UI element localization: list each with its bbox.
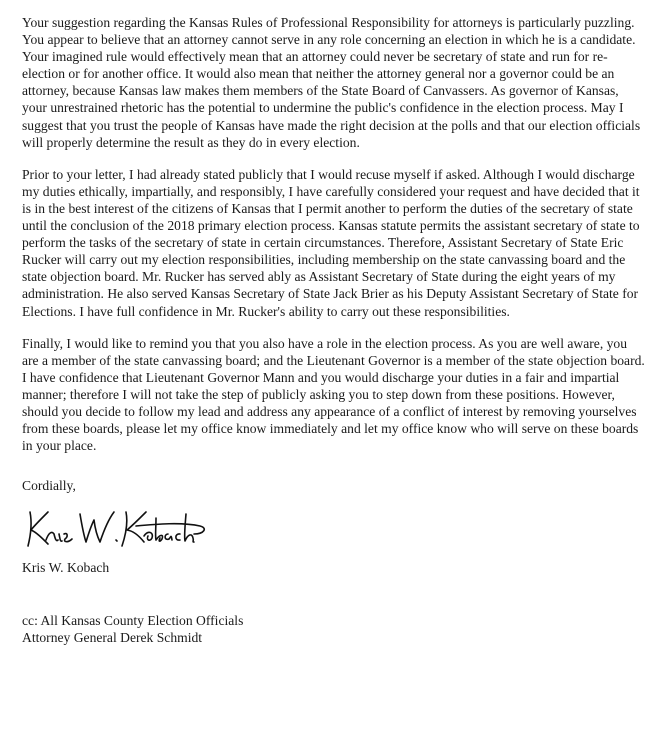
- closing-salutation: Cordially,: [22, 478, 76, 494]
- paragraph-recusal-decision: Prior to your letter, I had already stated publicly that I would recuse myself if asked. Although I would discharge my duties ethically, impartially, and responsibly, I have carefully considered your request and have decided that it is in the best interest of the citizens of Kansas that I permit another to perform the duties of the secretary of state until the conclusion of the 2018 primary election process. Kansas statute permits the assistant secretary of state to perform the tasks of the secretary of state in certain circumstances. Therefore, Assistant Secretary of State Eric Rucker will carry out my election responsibilities, including membership on the state canvassing board and the state objection board. Mr. Rucker has served ably as Assistant Secretary of State during the eight years of my administration. He also served Kansas Secretary of State Jack Brier as his Deputy Assistant Secretary of State for Elections. I have full confidence in Mr. Rucker's ability to carry out these responsibilities.: [22, 166, 640, 319]
- signer-name: Kris W. Kobach: [22, 560, 110, 576]
- cc-block: [22, 612, 646, 646]
- paragraph-rules-of-professional-responsibility: Your suggestion regarding the Kansas Rules of Professional Responsibility for attorneys is particularly puzzling. You appear to believe that an attorney cannot serve in any role concerning an election in which he is a candidate. Your imagined rule would effectively mean that an attorney could never be secretary of state and run for re-election or for another office. It would also mean that neither the attorney general nor a governor could be an attorney, because Kansas law makes them members of the State Board of Canvassers. As governor of Kansas, your unrestrained rhetoric has the potential to undermine the public's confidence in the election process. May I suggest that you trust the people of Kansas have made the right decision at the polls and that our election officials will properly determine the result as they do in every election.: [22, 15, 641, 150]
- handwritten-signature: [22, 504, 222, 552]
- cc-line-attorney-general: Attorney General Derek Schmidt: [22, 630, 203, 646]
- cc-line-election-officials: cc: All Kansas County Election Officials: [22, 613, 244, 629]
- paragraph-governor-role-reminder: Finally, I would like to remind you that you also have a role in the election process. As you are well aware, you are a member of the state canvassing board; and the Lieutenant Governor is a member of the state objection board. I have confidence that Lieutenant Governor Mann and you would discharge your duties in a fair and impartial manner; therefore I will not take the step of publicly asking you to step down from these positions. However, should you decide to follow my lead and address any appearance of a conflict of interest by removing yourselves from these boards, please let my office know immediately and let my office know who will serve on these boards in your place.: [22, 335, 645, 454]
- signature-image: [22, 504, 222, 552]
